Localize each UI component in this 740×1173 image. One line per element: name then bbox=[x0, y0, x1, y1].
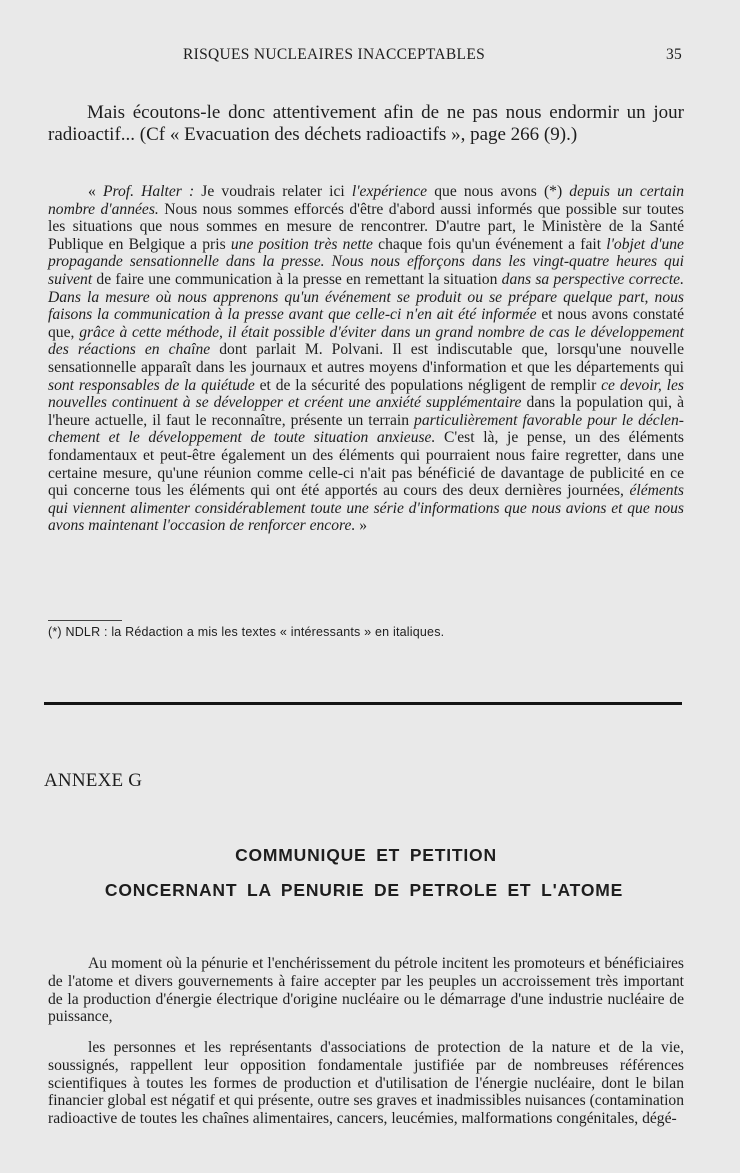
quote-segment: et nous avons constaté que, bbox=[48, 306, 684, 341]
quote-segment-italic: l'objet d'une propagande sensationnelle dans la presse. Nous nous efforçons dans les vingt-quatre heures qui suivent bbox=[48, 235, 684, 288]
quoted-testimony bbox=[48, 183, 684, 535]
quote-segment-italic: éléments qui viennent alimenter considérablement toute une série d'informations que nous avions et que nous avons maintenant l'occasion de renforcer encore. bbox=[48, 482, 684, 535]
quote-segment-italic: grâce à cette méthode, il était possible d'éviter dans un grand nombre de cas le développement des réactions en chaîne bbox=[48, 323, 684, 359]
quote-segment-italic: ce devoir, les nouvelles continuent à se développer et créent une anxiété supplémentaire bbox=[48, 376, 684, 412]
quote-segment-italic: l'expérience bbox=[351, 183, 428, 200]
quote-segment-italic: une position très nette bbox=[230, 235, 373, 253]
quote-segment-italic: Prof. Halter : bbox=[102, 183, 195, 200]
quote-segment: et de la sécurité des populations négligent de remplir bbox=[254, 376, 602, 394]
quote-segment: que nous avons (*) bbox=[427, 183, 570, 200]
annex-label: ANNEXE G bbox=[44, 770, 143, 791]
lead-paragraph: Mais écoutons-le donc attentivement afin de ne pas nous endormir un jour radioactif... (Cf « Evacuation des déchets radioactifs », page 266 (9).) bbox=[48, 102, 684, 145]
quote-segment: » bbox=[355, 517, 368, 535]
footnote: (*) NDLR : la Rédaction a mis les textes « intéressants » en italiques. bbox=[48, 625, 445, 639]
quote-segment-italic: dans sa perspective correcte. Dans la mesure où nous apprenons qu'un événement se produit ou se prépare quelque part, nous faisons la communication à la presse avant que celle-ci n'en ait été informée bbox=[48, 270, 684, 324]
page-number: 35 bbox=[666, 46, 683, 63]
quote-segment-italic: depuis un certain nombre d'années. bbox=[48, 183, 685, 218]
annex-paragraph-1: Au moment où la pénurie et l'enchérissement du pétrole incitent les promoteurs et bénéficiaires de l'atome et divers gouvernements à faire accepter par les peuples un accroissement très important de la production d'énergie électrique d'origine nucléaire ou le démarrage d'une industrie nucléaire de puissance, bbox=[48, 955, 684, 1026]
quote-segment: de faire une communication à la presse en remettant la situation bbox=[92, 270, 502, 288]
quote-segment: Je voudrais relater ici bbox=[194, 183, 352, 200]
quote-segment: C'est là, je pense, un des éléments fondamentaux et peut-être également un des éléments qui pourraient nous faire regretter, dans une certaine mesure, qu'une réunion comme celle-ci n'ait pas bénéficié de davantage de publicité en ce qui concerne tous les éléments qui ont été apportés au cours des deux dernières journées, bbox=[48, 429, 685, 500]
quote-segment: chaque fois qu'un événement a fait bbox=[372, 235, 607, 253]
footnote-rule bbox=[48, 620, 122, 621]
quote-segment-italic: sont responsables de la quiétude bbox=[48, 376, 255, 394]
quote-segment: dans la population qui, à l'heure actuelle, il faut le reconnaître, présente un terrain bbox=[48, 394, 684, 429]
quote-segment: dont parlait M. Polvani. Il est indiscutable que, lorsqu'une nouvelle sensationnelle apparaît dans les journaux et autres moyens d'information et que les départements qui bbox=[48, 341, 684, 376]
annex-heading-line1: COMMUNIQUE ET PETITION bbox=[235, 845, 497, 865]
quote-segment: Nous nous sommes efforcés d'être d'abord aussi informés que possible sur toutes les situations que nous sommes en mesure de rencontrer. D'autre part, le Ministère de la Santé Publique en Belgique a pris bbox=[48, 200, 685, 253]
annex-paragraph-2: les personnes et les représentants d'associations de protection de la nature et de la vie, soussignés, rappellent leur opposition fondamentale justifiée par de nombreuses références scientifiques à toutes les formes de production et d'utilisation de l'énergie nucléaire, dont le bilan financier global est négatif et qui présente, outre ses graves et inadmissibles nuisances (contamination radioactive de toutes les chaînes alimentaires, cancers, leucémies, malformations congénitales, dégé- bbox=[48, 1039, 684, 1128]
quote-segment: « bbox=[88, 183, 103, 200]
quote-segment-italic: particulièrement favorable pour le déclenchement et le développement de toute situation anxieuse. bbox=[48, 411, 684, 447]
annex-heading-line2: CONCERNANT LA PENURIE DE PETROLE ET L'ATOME bbox=[104, 880, 624, 900]
section-divider bbox=[44, 702, 682, 705]
running-head-title: RISQUES NUCLEAIRES INACCEPTABLES bbox=[183, 46, 486, 63]
